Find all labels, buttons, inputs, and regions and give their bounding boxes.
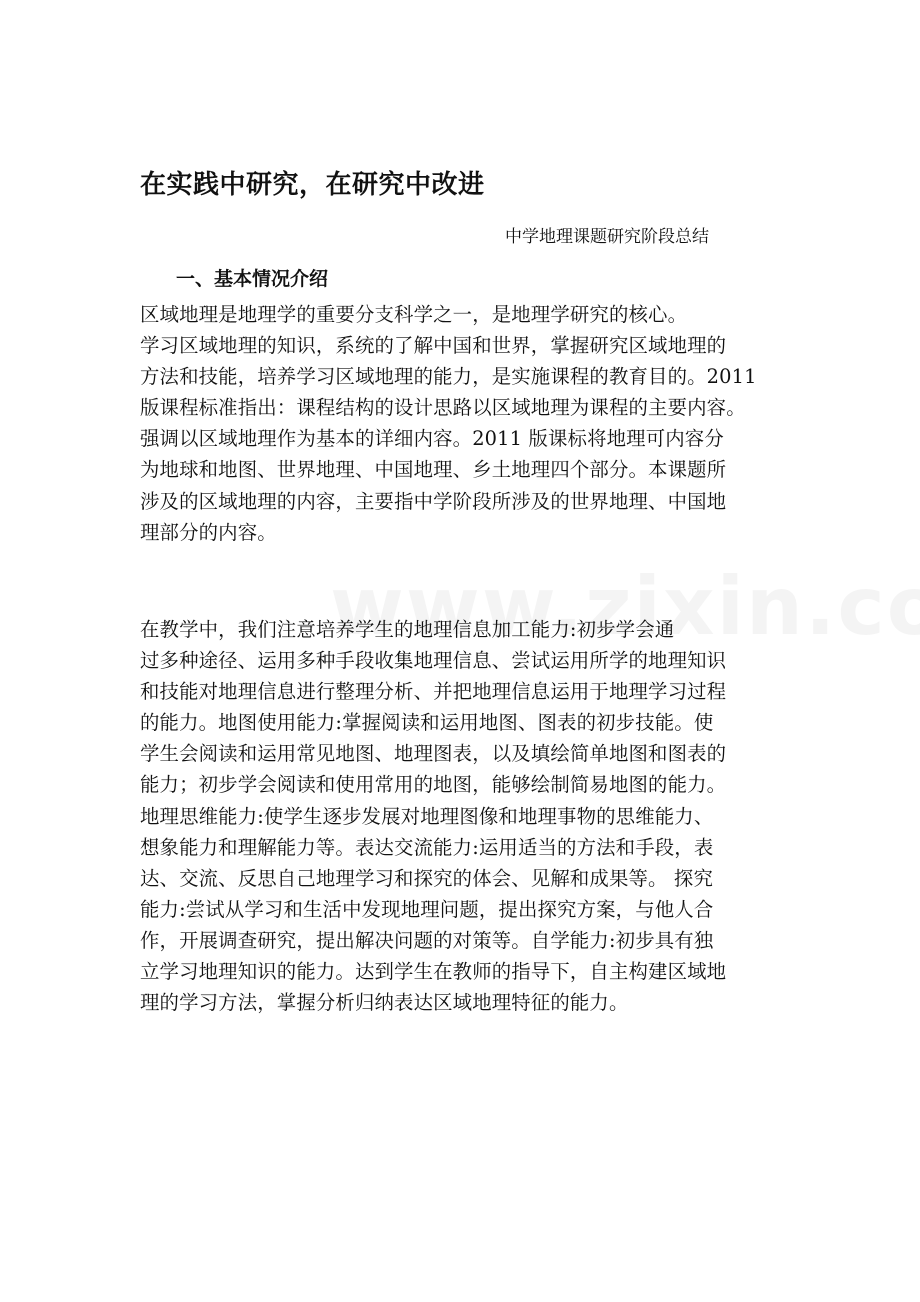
paragraph-line: 涉及的区域地理的内容，主要指中学阶段所涉及的世界地理、中国地: [140, 489, 727, 513]
paragraph-line: 立学习地理知识的能力。达到学生在教师的指导下，自主构建区域地: [140, 960, 727, 984]
paragraph-line: 区域地理是地理学的重要分支科学之一，是地理学研究的核心。: [140, 303, 688, 326]
paragraph-line: 的能力。地图使用能力:掌握阅读和运用地图、图表的初步技能。使: [140, 711, 714, 735]
section-heading: 一、基本情况介绍: [176, 268, 329, 290]
paragraph-line: 能力:尝试从学习和生活中发现地理问题，提出探究方案，与他人合: [140, 897, 714, 921]
paragraph-line: 作，开展调查研究，提出解决问题的对策等。自学能力:初步具有独: [140, 928, 714, 952]
paragraph-line: 过多种途径、运用多种手段收集地理信息、尝试运用所学的地理知识: [140, 649, 727, 673]
paragraph-line: 版课程标准指出：课程结构的设计思路以区域地理为课程的主要内容。: [140, 396, 746, 420]
paragraph-line: 在教学中，我们注意培养学生的地理信息加工能力:初步学会通: [140, 618, 675, 641]
paragraph-line: 学生会阅读和运用常见地图、地理图表，以及填绘简单地图和图表的: [140, 742, 727, 766]
paragraph-line: 地理思维能力:使学生逐步发展对地理图像和地理事物的思维能力、: [140, 804, 714, 828]
paragraph-line: 强调以区域地理作为基本的详细内容。2011 版课标将地理可内容分: [140, 427, 724, 451]
paragraph-line: 为地球和地图、世界地理、中国地理、乡土地理四个部分。本课题所: [140, 458, 727, 482]
paragraph-line: 和技能对地理信息进行整理分析、并把地理信息运用于地理学习过程: [140, 680, 727, 704]
paragraph-line: 方法和技能，培养学习区域地理的能力，是实施课程的教育目的。2011: [140, 365, 757, 389]
paragraph-line: 理的学习方法，掌握分析归纳表达区域地理特征的能力。: [140, 991, 629, 1015]
paragraph-line: 能力；初步学会阅读和使用常用的地图，能够绘制简易地图的能力。: [140, 773, 727, 797]
paragraph-line: 理部分的内容。: [140, 520, 277, 544]
paragraph-line: 达、交流、反思自己地理学习和探究的体会、见解和成果等。 探究: [140, 866, 713, 890]
document-subtitle: 中学地理课题研究阶段总结: [505, 227, 709, 247]
paragraph-line: 想象能力和理解能力等。表达交流能力:运用适当的方法和手段，表: [140, 835, 714, 859]
paragraph-line: 学习区域地理的知识，系统的了解中国和世界，掌握研究区域地理的: [140, 334, 727, 358]
document-title: 在实践中研究，在研究中改进: [140, 170, 485, 200]
paragraph-2: [140, 614, 800, 1018]
paragraph-1: [140, 299, 800, 548]
